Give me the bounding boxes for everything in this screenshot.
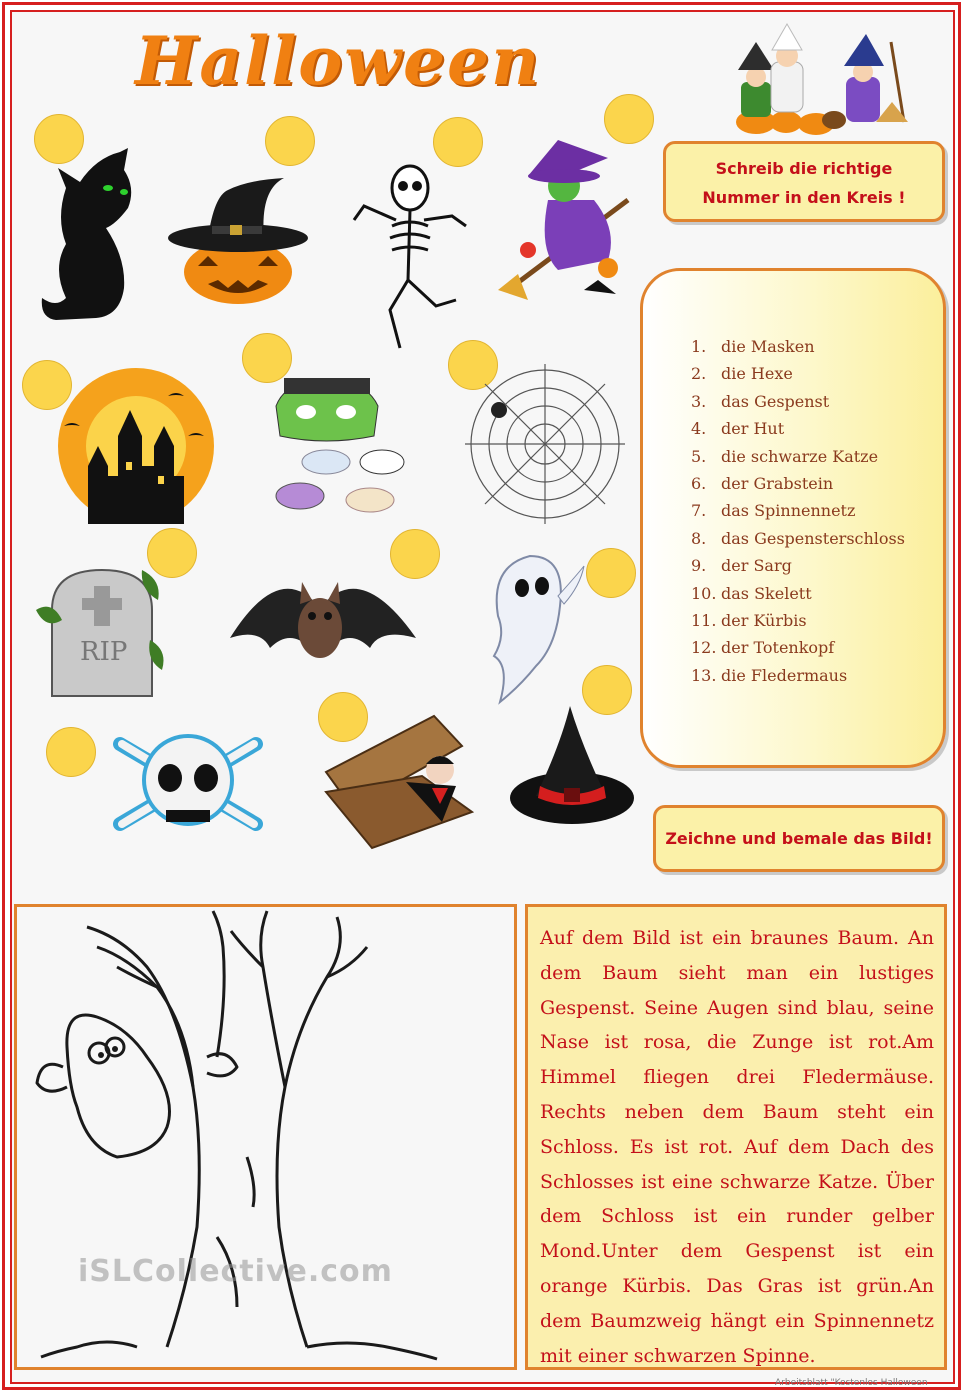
footer-caption: Arbeitsblatt "Kostenlos Halloween [775, 1378, 928, 1388]
instruction-line-1: Schreib die richtige [715, 159, 893, 178]
svg-text:RIP: RIP [80, 637, 128, 667]
skeleton-picture [340, 160, 478, 356]
vocabulary-item [691, 415, 905, 442]
worksheet-title: Halloween [135, 22, 542, 100]
ghost-picture [480, 546, 590, 706]
draw-instruction-text: Zeichne und bemale das Bild! [665, 829, 933, 848]
vocabulary-word: der Grabstein [721, 473, 834, 493]
vocabulary-word: die schwarze Katze [721, 446, 879, 466]
watermark: iSLCollective.com [78, 1254, 393, 1289]
pumpkin-with-hat-picture [168, 176, 308, 306]
vocabulary-item [691, 525, 905, 552]
kids-costume-illustration [716, 22, 912, 136]
drawing-area[interactable] [14, 904, 517, 1370]
vocabulary-box [640, 268, 946, 768]
vocabulary-word: das Gespenst [721, 391, 830, 411]
story-text: Auf dem Bild ist ein braunes Baum. An dem Baum sieht man ein lustiges Gespenst. Seine Augen sind blau, seine Nase ist rosa, die Zunge ist rot.Am Himmel fliegen drei Fledermäuse. Rechts neben dem Baum steht ein Schloss. Es ist rot. Auf dem Dach des Schlosses ist eine schwarze Katze. Über dem Schloss ist ein runder gelber Mond.Unter dem Gespenst ist ein orange Kürbis. Das Gras ist grün.An dem Baumzweig hängt ein Spinnennetz mit einer schwarzen Spinne. [540, 927, 934, 1367]
vocabulary-number: 12. [691, 638, 717, 658]
story-box [525, 904, 947, 1370]
vocabulary-number: 13. [691, 665, 717, 685]
vocabulary-item [691, 634, 905, 661]
vocabulary-item [691, 497, 905, 524]
vampire-coffin-picture [322, 712, 484, 852]
vocabulary-number: 11. [691, 610, 717, 630]
spiderweb-picture [465, 364, 625, 524]
vocabulary-word: das Skelett [721, 583, 812, 603]
vocabulary-list [691, 333, 905, 689]
vocabulary-number: 9. [691, 556, 707, 576]
vocabulary-word: der Hut [721, 419, 785, 439]
answer-circle-ghost[interactable] [586, 548, 636, 598]
masks-picture [266, 376, 426, 516]
vocabulary-word: die Fledermaus [721, 665, 848, 685]
instruction-line-2: Nummer in den Kreis ! [702, 188, 906, 207]
vocabulary-number: 1. [691, 337, 707, 356]
haunted-castle-picture [58, 366, 216, 526]
black-cat-picture [36, 148, 146, 328]
vocabulary-item [691, 360, 905, 387]
vocabulary-word: der Totenkopf [721, 638, 835, 658]
vocabulary-number: 3. [691, 391, 707, 411]
tree-with-ghost-outline [17, 907, 514, 1367]
vocabulary-item [691, 607, 905, 634]
vocabulary-number: 4. [691, 419, 707, 439]
draw-instruction-box [653, 805, 945, 872]
vocabulary-item [691, 662, 905, 689]
vocabulary-word: das Spinnennetz [721, 501, 856, 521]
vocabulary-number: 5. [691, 446, 707, 466]
vocabulary-word: die Masken [721, 337, 815, 356]
vocabulary-word: die Hexe [721, 364, 793, 384]
vocabulary-word: das Gespensterschloss [721, 528, 905, 548]
vocabulary-item [691, 443, 905, 470]
instruction-box [663, 141, 945, 222]
vocabulary-item [691, 470, 905, 497]
answer-circle-skull[interactable] [46, 727, 96, 777]
witch-on-broom-picture [498, 140, 644, 310]
gravestone-picture [32, 560, 172, 700]
vocabulary-item [691, 552, 905, 579]
vocabulary-number: 8. [691, 528, 707, 548]
vocabulary-number: 7. [691, 501, 707, 521]
answer-circle-witch[interactable] [604, 94, 654, 144]
vocabulary-item [691, 388, 905, 415]
vocabulary-number: 10. [691, 583, 717, 603]
answer-circle-pumpkin-hat[interactable] [265, 116, 315, 166]
vocabulary-word: der Kürbis [721, 610, 807, 630]
vocabulary-number: 6. [691, 473, 707, 493]
bat-picture [220, 568, 420, 678]
vocabulary-item [691, 333, 905, 360]
skull-crossbones-picture [110, 724, 266, 844]
vocabulary-item [691, 580, 905, 607]
vocabulary-word: der Sarg [721, 556, 792, 576]
vocabulary-number: 2. [691, 364, 707, 384]
witch-hat-picture [508, 706, 638, 830]
